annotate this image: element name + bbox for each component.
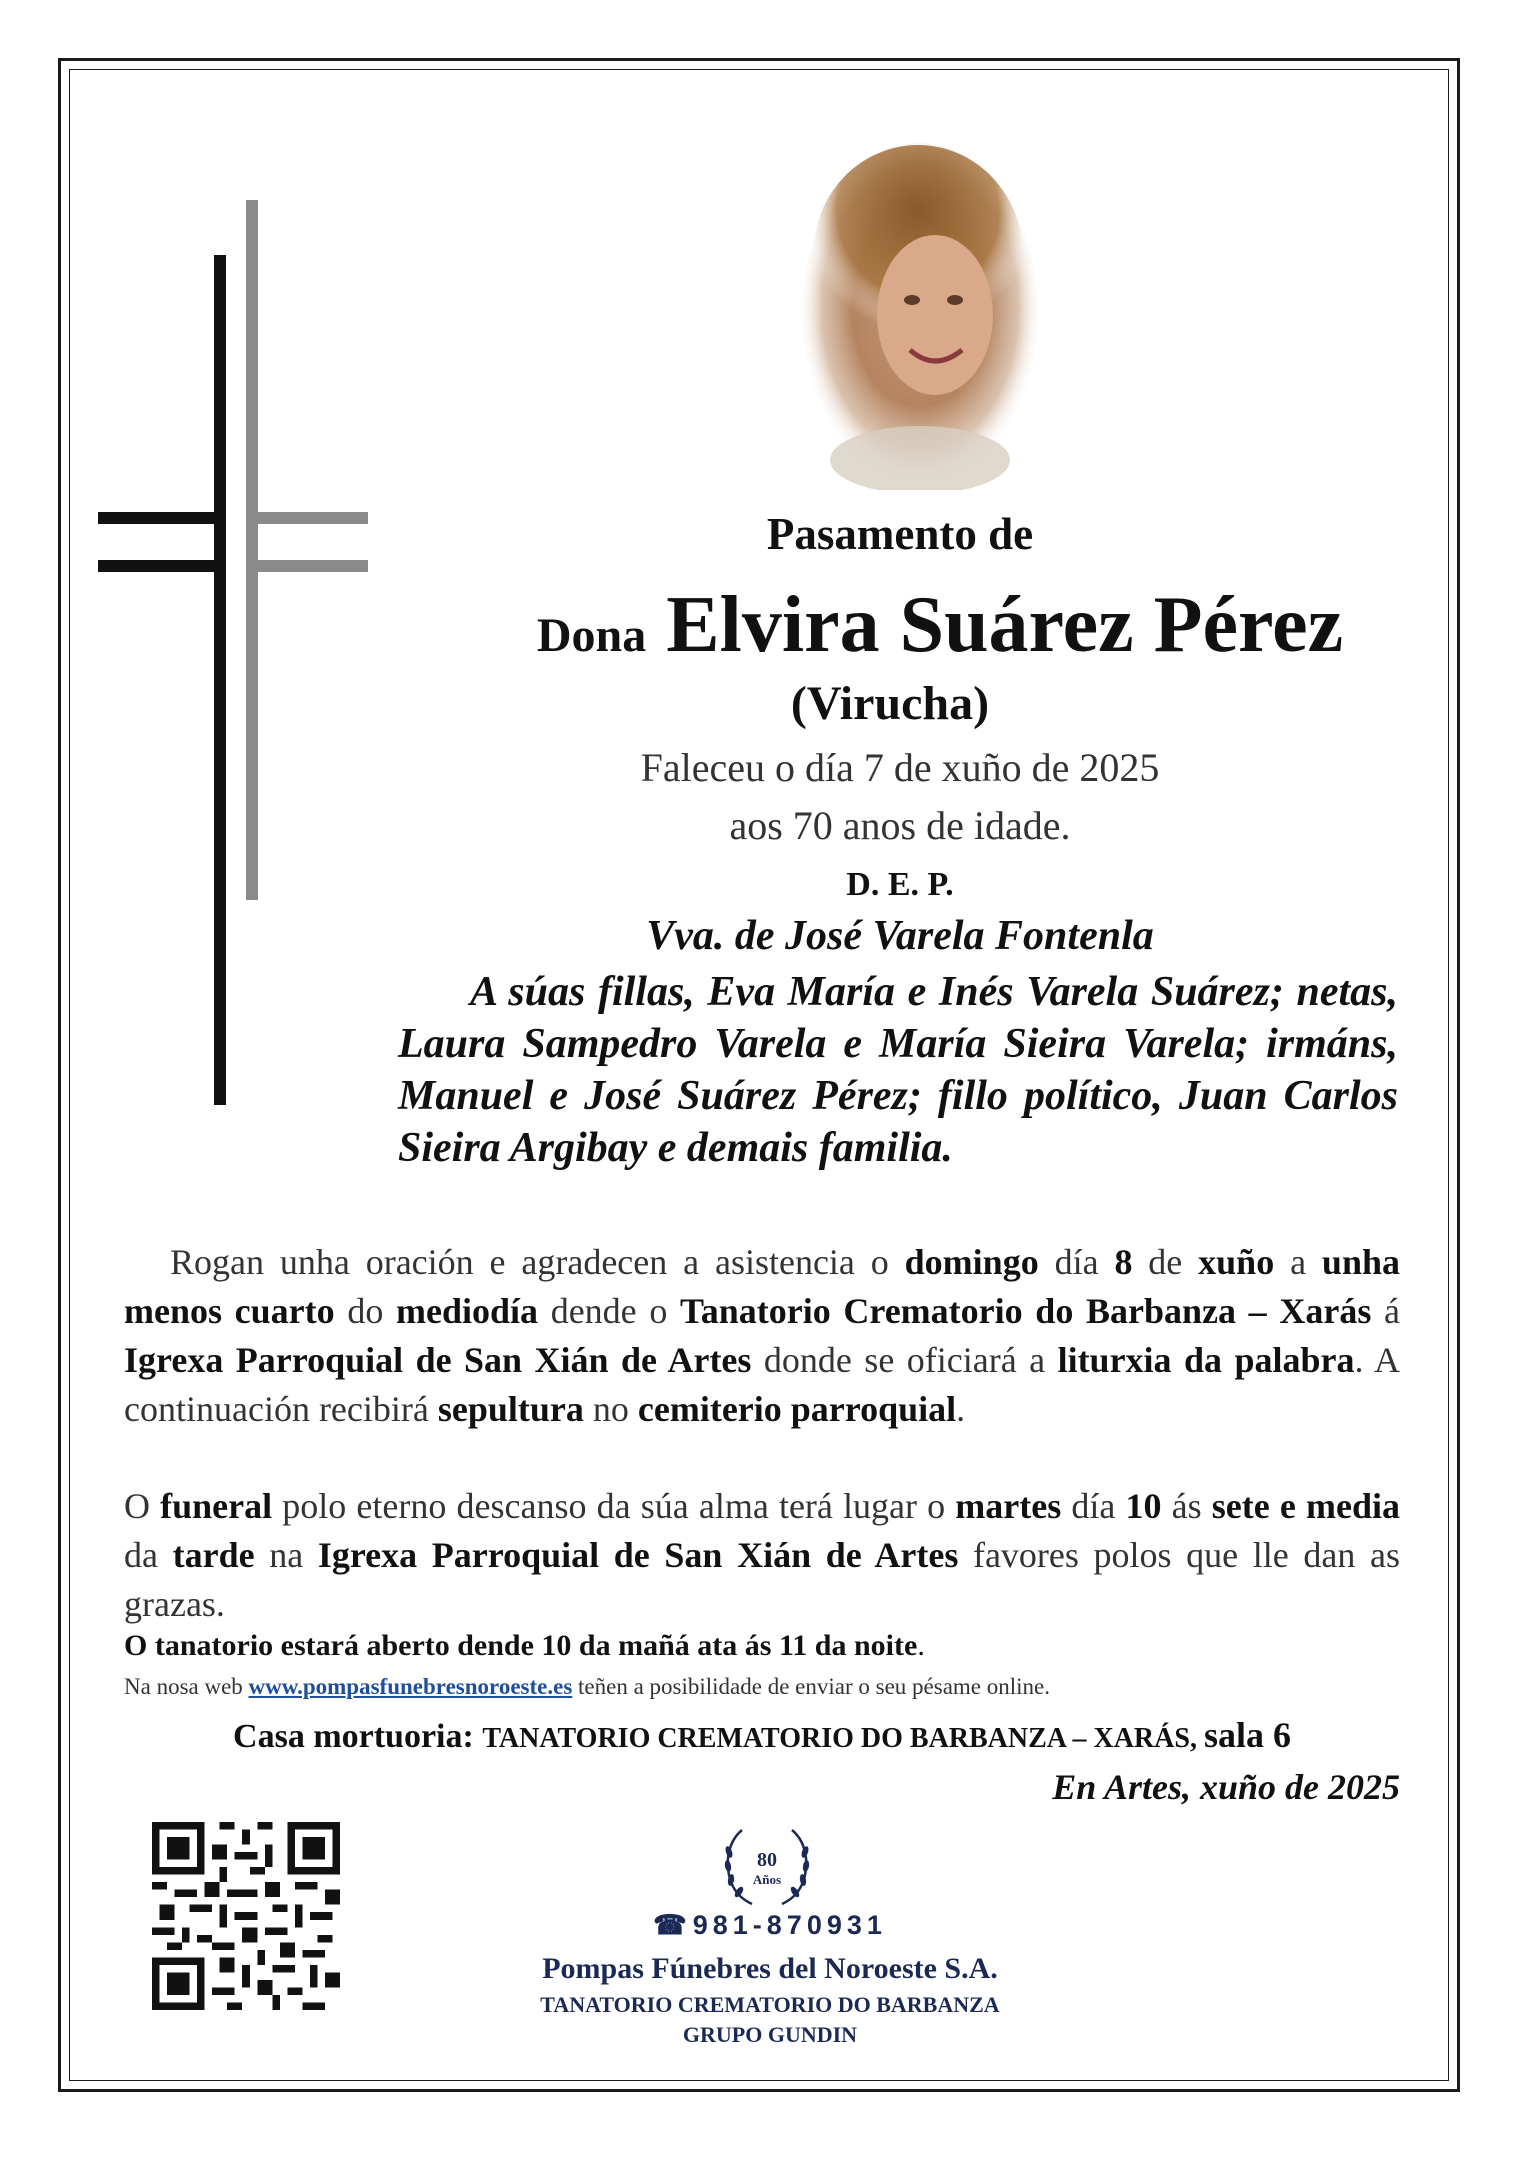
web-condolence-line: Na nosa web www.pompasfunebresnoroeste.es teñen a posibilidade de enviar o seu pésame online. [124, 1674, 1050, 1699]
cross-icon [98, 200, 378, 1120]
heading: Pasamento de [766, 509, 1034, 559]
death-date-line: Faleceu o día 7 de xuño de 2025 [640, 745, 1160, 790]
website-link[interactable]: www.pompasfunebresnoroeste.es [248, 1674, 573, 1699]
rip-line: D. E. P. [846, 866, 954, 903]
company-tanatorio: TANATORIO CREMATORIO DO BARBANZA [540, 1992, 1000, 2017]
portrait-photo [800, 140, 1040, 490]
company-name: Pompas Fúnebres del Noroeste S.A. [542, 1952, 998, 1985]
telephone-icon: ☎ [653, 1910, 687, 1940]
age-line: aos 70 anos de idade. [729, 803, 1071, 848]
ceremony-paragraph: Rogan unha oración e agradecen a asistencia o domingo día 8 de xuño a unha menos cuarto do mediodía dende o Tanatorio Crematorio do Barbanza – Xarás á Igrexa Parroquial de San Xián de Artes donde se oficiará a liturxia da palabra. A continuación recibirá sepultura no cemiterio parroquial. [124, 1242, 1401, 1429]
funeral-paragraph: O funeral polo eterno descanso da súa alma terá lugar o martes día 10 ás sete e media da tarde na Igrexa Parroquial de San Xián de Artes favores polos que lle dan as grazas. [124, 1486, 1401, 1624]
opening-hours-line: O tanatorio estará aberto dende 10 da mañá ata ás 11 da noite. [124, 1629, 925, 1662]
widow-line: Vva. de José Varela Fontenla [646, 913, 1154, 959]
funeral-home-line: Casa mortuoria: TANATORIO CREMATORIO DO BARBANZA – XARÁS, sala 6 [233, 1715, 1291, 1755]
nickname: (Virucha) [790, 677, 990, 730]
company-group: GRUPO GUNDIN [682, 2022, 858, 2047]
qr-code[interactable] [152, 1822, 340, 2010]
deceased-name [440, 580, 1440, 681]
place-date: En Artes, xuño de 2025 [1052, 1767, 1400, 1807]
family-paragraph: A súas fillas, Eva María e Inés Varela Suárez; netas, Laura Sampedro Varela e María Sieira Varela; irmáns, Manuel e José Suárez Pérez; fillo político, Juan Carlos Sieira Argibay e demais familia. [398, 969, 1398, 1171]
phone-number[interactable]: ☎ 981-870931 [653, 1910, 887, 1940]
logo-number: 80 [757, 1849, 777, 1871]
full-name: Elvira Suárez Pérez [666, 581, 1344, 669]
title-prefix: Dona [536, 609, 647, 662]
logo-word: Años [752, 1872, 782, 1887]
anniversary-logo [712, 1822, 822, 1914]
